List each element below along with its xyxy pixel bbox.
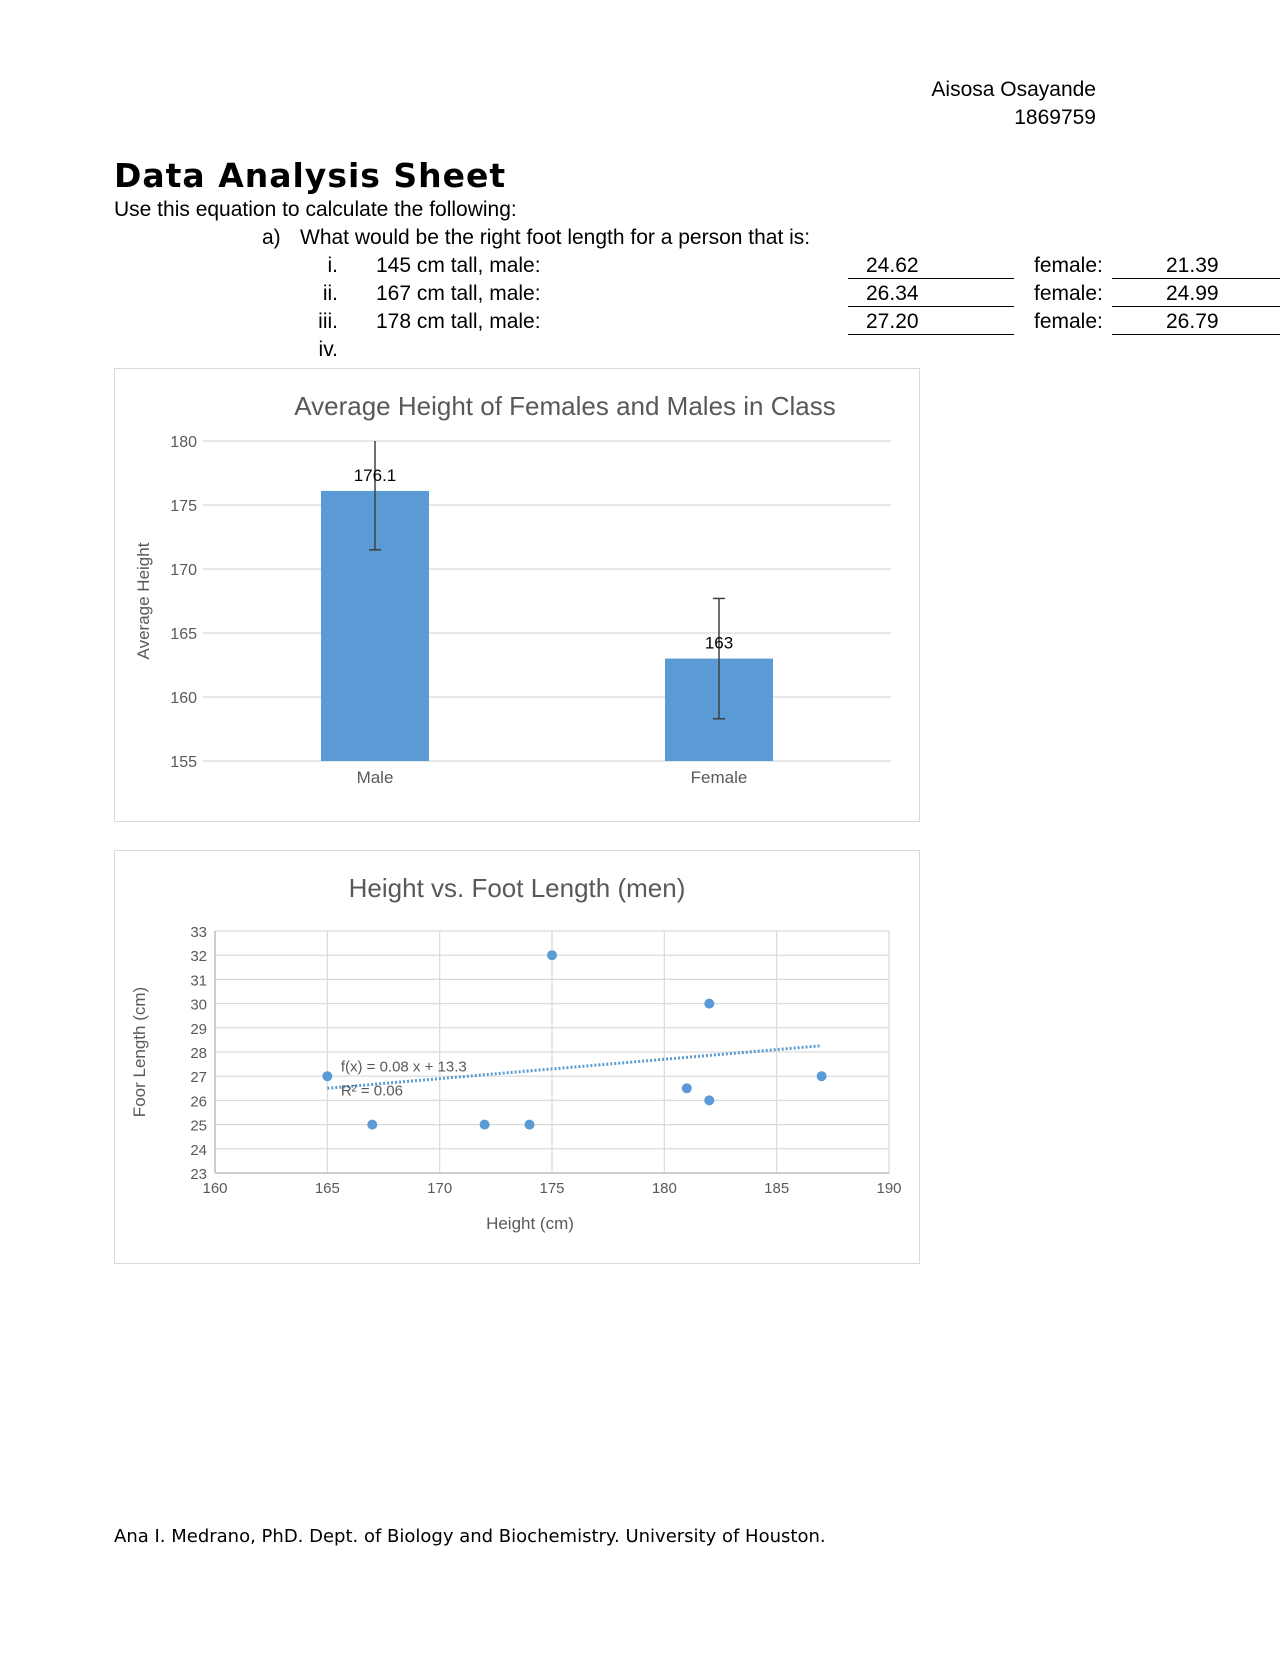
x-tick-label: 170 [427,1180,453,1197]
y-tick-label: 165 [170,626,197,643]
scatter-chart [115,851,919,1263]
data-label: 163 [704,633,734,653]
bar-chart-container [114,368,920,822]
female-answer-blank [1112,282,1280,307]
y-tick-label: 155 [170,754,197,771]
intro-text: Use this equation to calculate the following: [114,198,517,221]
data-point [322,1071,332,1081]
male-answer: 24.62 [866,254,919,277]
data-point [367,1120,377,1130]
y-tick-label: 25 [190,1117,207,1135]
data-point [682,1083,692,1093]
x-tick-label: Male [356,768,394,787]
row-numeral: iv. [318,338,338,361]
y-tick-label: 170 [170,562,197,579]
male-answer-blank [848,310,1014,335]
x-tick-label: 180 [651,1180,677,1197]
chart-title: Average Height of Females and Males in Class [294,391,836,421]
question-a [262,226,810,250]
female-label: female: [1034,310,1103,333]
data-point [525,1120,535,1130]
male-answer-blank [848,254,1014,279]
y-tick-label: 31 [190,972,207,990]
female-answer: 21.39 [1166,254,1219,277]
data-point [704,1095,714,1105]
y-tick-label: 175 [170,498,197,515]
sheet-title: Data Analysis Sheet [114,156,507,195]
trendline-equation: f(x) = 0.08 x + 13.3 [340,1058,467,1076]
y-tick-label: 24 [190,1141,207,1159]
row-numeral: ii. [322,282,338,305]
data-label: 176.1 [353,465,397,485]
data-point [704,999,714,1009]
female-label: female: [1034,254,1103,277]
row-description: 167 cm tall, male: [376,282,541,305]
female-answer: 24.99 [1166,282,1219,305]
row-numeral: i. [327,254,338,277]
author-id: 1869759 [1014,106,1096,129]
author-block [931,76,1096,132]
question-marker: a) [262,226,281,249]
y-tick-label: 27 [190,1069,207,1087]
row-numeral: iii. [318,310,338,333]
footer-credit: Ana I. Medrano, PhD. Dept. of Biology and Biochemistry. University of Houston. [114,1526,826,1547]
y-tick-label: 160 [170,690,197,707]
female-answer-blank [1112,254,1280,279]
author-name: Aisosa Osayande [931,78,1096,101]
bar-chart [115,369,919,821]
row-description: 145 cm tall, male: [376,254,541,277]
x-tick-label: 175 [539,1180,565,1197]
y-tick-label: 30 [190,996,207,1014]
x-tick-label: 185 [764,1180,790,1197]
y-tick-label: 33 [190,924,207,941]
y-axis-label: Foor Length (cm) [130,986,149,1118]
y-tick-label: 23 [190,1166,207,1183]
y-tick-label: 32 [190,948,207,966]
y-tick-label: 26 [190,1093,207,1111]
x-tick-label: 165 [314,1180,340,1197]
y-axis-label: Average Height [134,542,153,660]
x-tick-label: 160 [202,1180,228,1197]
male-answer: 26.34 [866,282,919,305]
male-answer: 27.20 [866,310,919,333]
data-point [547,950,557,960]
chart-title: Height vs. Foot Length (men) [348,873,686,903]
female-answer: 26.79 [1166,310,1219,333]
data-point [817,1071,827,1081]
x-axis-label: Height (cm) [486,1214,574,1233]
trendline-r-squared: R² = 0.06 [340,1082,403,1100]
y-tick-label: 180 [170,434,197,451]
x-tick-label: Female [690,768,748,787]
y-tick-label: 28 [190,1045,207,1062]
y-tick-label: 29 [190,1020,207,1038]
x-tick-label: 190 [876,1180,902,1197]
data-point [480,1120,490,1130]
male-answer-blank [848,282,1014,307]
female-answer-blank [1112,310,1280,335]
row-description: 178 cm tall, male: [376,310,541,333]
question-text: What would be the right foot length for a person that is: [300,226,811,249]
female-label: female: [1034,282,1103,305]
scatter-chart-container [114,850,920,1264]
